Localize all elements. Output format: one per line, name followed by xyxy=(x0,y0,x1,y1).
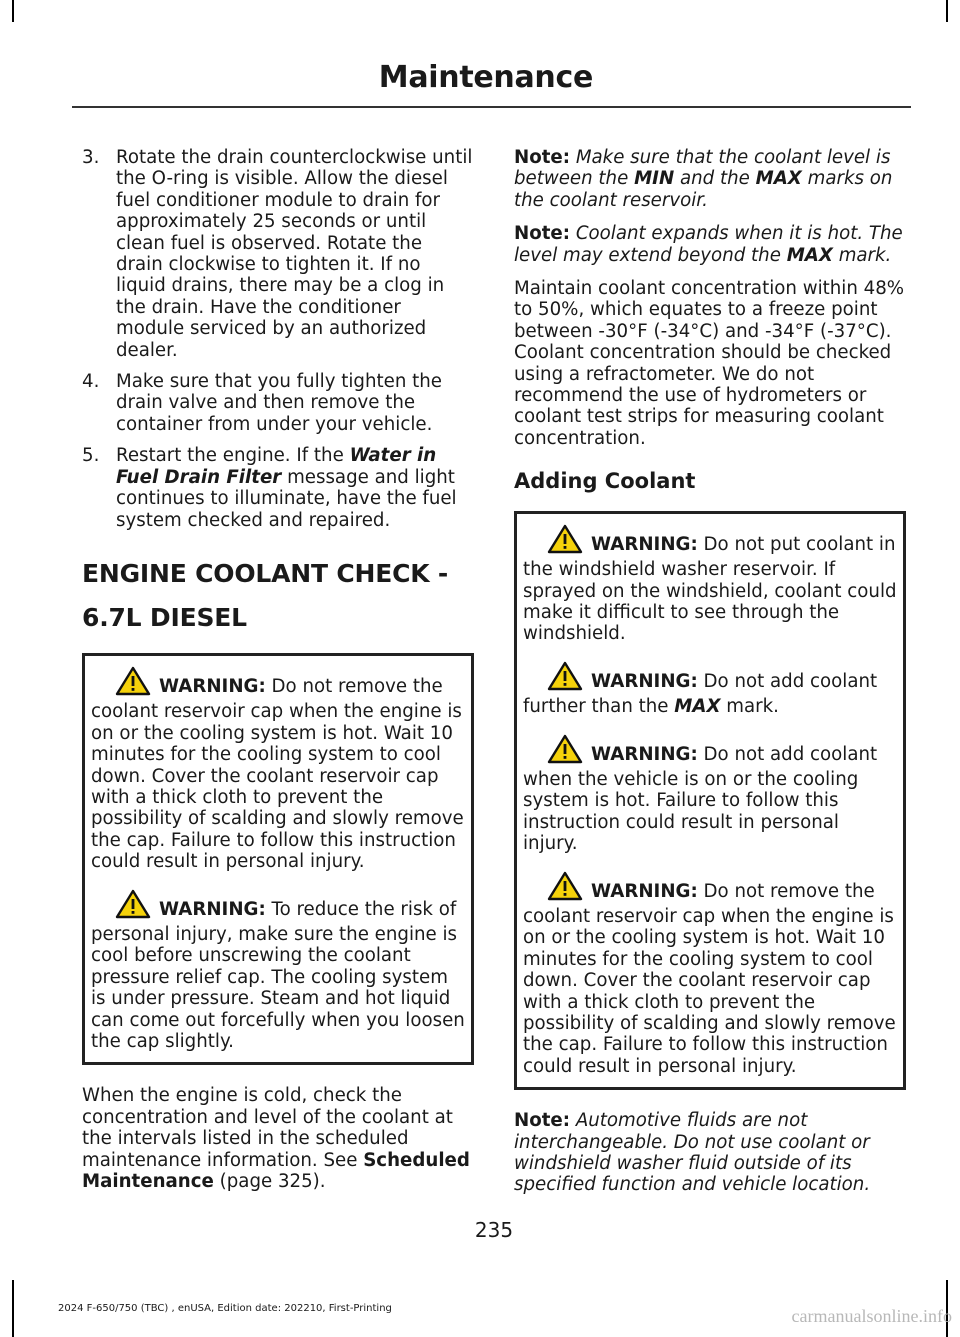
warning-paragraph xyxy=(523,661,897,718)
warning-box xyxy=(514,511,906,1091)
crop-mark-bottom-left xyxy=(12,1280,14,1337)
warning-paragraph xyxy=(91,666,465,873)
watermark: carmanualsonline.info xyxy=(791,1306,952,1326)
scheduled-maintenance-link[interactable]: Scheduled Maintenance xyxy=(82,1149,470,1193)
left-column xyxy=(82,147,474,1204)
page-title: Maintenance xyxy=(378,60,593,95)
min-mark: MIN xyxy=(634,168,675,190)
warning-text: Do not remove the coolant reservoir cap when the engine is on or the cooling system is hot. Wait 10 minutes for the cooling system to cool down. Cover the coolant reservoir cap with a thick cloth to prevent the possibility of scalding and slowly remove the cap. Failure to follow this instruction could result in personal injury. xyxy=(523,880,896,1077)
warning-paragraph xyxy=(523,524,897,645)
concentration-paragraph: Maintain coolant concentration within 48% to 50%, which equates to a freeze point between -30°F (-34°C) and -34°F (-37°C). Coolant concentration should be checked using a refractometer. We do not recommend the use of hydrometers or coolant test strips for measuring coolant concentration. xyxy=(514,278,905,449)
list-item xyxy=(82,445,474,531)
note-label: Note: xyxy=(514,1110,571,1132)
list-item-number: 4. xyxy=(82,371,100,393)
warning-box xyxy=(82,653,474,1066)
list-item-text: Make sure that you fully tighten the drain valve and then remove the container from under your vehicle. xyxy=(116,371,442,435)
note-paragraph xyxy=(514,1110,906,1196)
warning-text: Do not add coolant when the vehicle is on or the cooling system is hot. Failure to follow this instruction could result in personal injury. xyxy=(523,743,878,855)
warning-triangle-icon xyxy=(547,524,583,559)
list-item xyxy=(82,147,474,361)
section-heading-line: 6.7L DIESEL xyxy=(82,602,247,632)
paragraph-text: When the engine is cold, check the concentration and level of the coolant at the intervals listed in the scheduled maintenance information. See xyxy=(82,1085,453,1171)
warning-triangle-icon xyxy=(115,889,151,924)
steps-list xyxy=(82,147,474,531)
list-item-number: 3. xyxy=(82,147,100,168)
message-name: Water in Fuel Drain Filter xyxy=(116,445,437,488)
note-text: and the xyxy=(679,168,750,190)
note-paragraph xyxy=(514,223,906,266)
warning-text: Do not remove the coolant reservoir cap when the engine is on or the cooling system is hot. Wait 10 minutes for the cooling system to cool down. Cover the coolant reservoir cap with a thick cloth to prevent the possibility of scalding and slowly remove the cap. Failure to follow this instruction could result in personal injury. xyxy=(91,675,464,873)
page-number: 235 xyxy=(474,1218,514,1242)
section-heading xyxy=(82,557,474,635)
warning-text: Do not add coolant further than the xyxy=(523,670,878,718)
note-text: mark. xyxy=(838,244,892,266)
warning-paragraph xyxy=(523,734,897,855)
crop-mark-top-left xyxy=(12,0,14,22)
page-reference: (page 325). xyxy=(219,1171,326,1193)
warning-triangle-icon xyxy=(115,666,151,701)
warning-label: WARNING: xyxy=(159,898,266,920)
list-item-number: 5. xyxy=(82,445,100,467)
list-item-text: Rotate the drain counterclockwise until the O-ring is visible. Allow the diesel fuel conditioner module to drain for approximately 25 seconds or until clean fuel is observed. Rotate the drain clockwise to tighten it. If no liquid drains, there may be a clog in the drain. Have the conditioner module serviced by an authorized dealer. xyxy=(116,147,473,361)
warning-paragraph xyxy=(523,871,897,1078)
note-paragraph xyxy=(514,147,906,211)
right-column xyxy=(514,147,906,1208)
warning-text: mark. xyxy=(726,696,779,718)
max-mark: MAX xyxy=(755,168,802,190)
list-item-text: Restart the engine. If the xyxy=(116,445,344,467)
max-mark: MAX xyxy=(674,696,721,718)
note-text: Coolant expands when it is hot. The level may extend beyond the xyxy=(514,223,903,266)
header-divider xyxy=(72,106,911,108)
adding-coolant-heading: Adding Coolant xyxy=(514,469,696,494)
section-heading-line: ENGINE COOLANT CHECK - xyxy=(82,558,449,588)
crop-mark-top-right xyxy=(946,0,948,22)
warning-text: Do not put coolant in the windshield washer reservoir. If sprayed on the windshield, coolant could make it difficult to see through the windshield. xyxy=(523,533,897,645)
warning-label: WARNING: xyxy=(591,533,698,555)
warning-label: WARNING: xyxy=(591,880,698,902)
list-item xyxy=(82,371,474,435)
list-item-text: message and light continues to illuminate, have the fuel system checked and repaired. xyxy=(116,466,457,531)
warning-label: WARNING: xyxy=(591,743,698,765)
warning-triangle-icon xyxy=(547,734,583,769)
note-text: marks on the coolant reservoir. xyxy=(514,168,893,211)
max-mark: MAX xyxy=(786,244,833,266)
warning-label: WARNING: xyxy=(159,675,266,697)
warning-triangle-icon xyxy=(547,661,583,696)
note-label: Note: xyxy=(514,147,571,168)
warning-text: To reduce the risk of personal injury, make sure the engine is cool before unscrewing the coolant pressure relief cap. The cooling system is under pressure. Steam and hot liquid can come out forcefully when you loosen the cap slightly. xyxy=(91,898,465,1052)
note-label: Note: xyxy=(514,223,571,245)
warning-paragraph xyxy=(91,889,465,1053)
warning-triangle-icon xyxy=(547,871,583,906)
warning-label: WARNING: xyxy=(591,670,698,692)
coolant-check-paragraph xyxy=(82,1085,474,1192)
note-text: Make sure that the coolant level is between the xyxy=(514,147,891,190)
footer-edition-info: 2024 F-650/750 (TBC) , enUSA, Edition date: 202210, First-Printing xyxy=(58,1303,392,1314)
note-text: Automotive fluids are not interchangeable. Do not use coolant or windshield washer fluid outside of its specified function and vehicle location. xyxy=(514,1110,871,1196)
